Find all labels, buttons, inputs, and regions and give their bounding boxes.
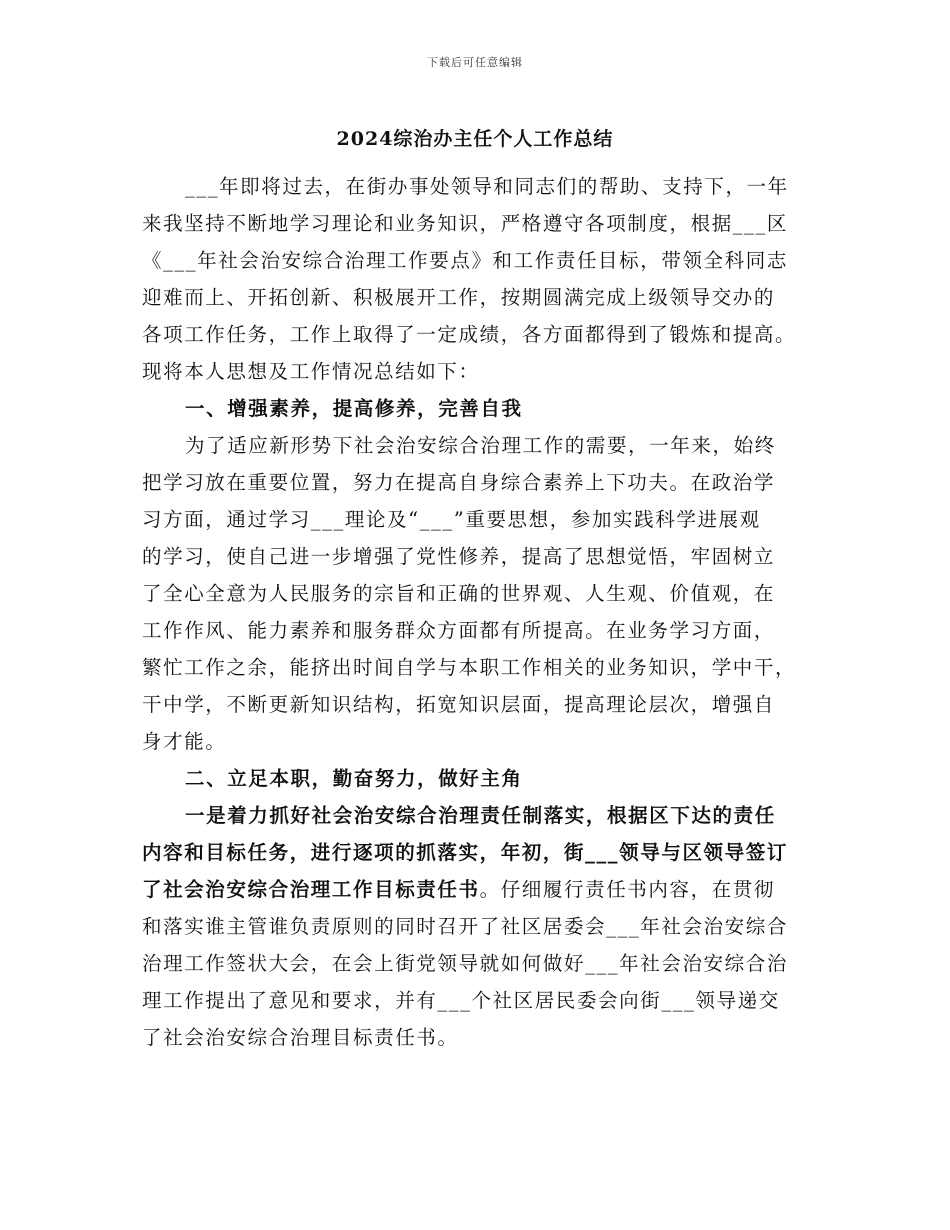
text-line (142, 279, 810, 316)
text-run: ___年即将过去，在街办事处领导和同志们的帮助、支持下，一年 (185, 175, 789, 198)
text-run: 治理工作签状大会，在会上街党领导就如何做好___年社会治安综合治 (142, 952, 788, 975)
text-line (142, 353, 810, 390)
document-body (142, 168, 810, 1056)
text-line (142, 871, 810, 908)
text-line (142, 649, 810, 686)
text-line (142, 612, 810, 649)
text-run: 和落实谁主管谁负责原则的同时召开了社区居委会___年社会治安综合 (142, 915, 788, 938)
text-line (142, 168, 810, 205)
text-run: 的学习，使自己进一步增强了党性修养，提高了思想觉悟，牢固树立 (142, 545, 776, 568)
text-line (142, 242, 810, 279)
text-run: 干中学，不断更新知识结构，拓宽知识层面，提高理论层次，增强自 (142, 693, 776, 716)
text-line (142, 390, 810, 427)
bold-text-run: 了社会治安综合治理工作目标责任书 (142, 878, 480, 901)
text-line (142, 464, 810, 501)
text-run: 繁忙工作之余，能挤出时间自学与本职工作相关的业务知识，学中干， (142, 656, 797, 679)
text-run: 。仔细履行责任书内容，在贯彻 (479, 878, 776, 901)
bold-text-run: 一、增强素养，提高修养，完善自我 (185, 397, 523, 420)
text-line (142, 982, 810, 1019)
text-line (142, 834, 810, 871)
text-line (142, 316, 810, 353)
header-note: 下载后可任意编辑 (427, 56, 523, 69)
text-line (142, 1019, 810, 1056)
text-run: 理工作提出了意见和要求，并有___个社区居民委会向街___领导递交 (142, 989, 780, 1012)
text-line (142, 538, 810, 575)
bold-text-run: 二、立足本职，勤奋努力，做好主角 (185, 767, 523, 790)
text-run: 各项工作任务，工作上取得了一定成绩，各方面都得到了锻炼和提高。 (142, 323, 797, 346)
text-run: 把学习放在重要位置，努力在提高自身综合素养上下功夫。在政治学 (142, 471, 776, 494)
text-line (142, 797, 810, 834)
text-line (142, 427, 810, 464)
text-line (142, 686, 810, 723)
document-title: 2024综治办主任个人工作总结 (336, 128, 614, 150)
text-line (142, 723, 810, 760)
text-line (142, 945, 810, 982)
bold-text-run: 内容和目标任务，进行逐项的抓落实，年初，街___领导与区领导签订 (142, 841, 788, 864)
text-run: 现将本人思想及工作情况总结如下： (142, 360, 480, 383)
text-run: 了全心全意为人民服务的宗旨和正确的世界观、人生观、价值观，在 (142, 582, 776, 605)
text-line (142, 908, 810, 945)
text-line (142, 205, 810, 242)
text-run: 了社会治安综合治理目标责任书。 (142, 1026, 459, 1049)
text-line (142, 760, 810, 797)
text-run: 《___年社会治安综合治理工作要点》和工作责任目标，带领全科同志 (142, 249, 788, 272)
text-run: 工作作风、能力素养和服务群众方面都有所提高。在业务学习方面， (142, 619, 776, 642)
text-run: 为了适应新形势下社会治安综合治理工作的需要，一年来，始终 (185, 434, 776, 457)
text-line (142, 575, 810, 612)
text-run: 习方面，通过学习___理论及“___”重要思想，参加实践科学进展观 (142, 508, 761, 531)
text-run: 迎难而上、开拓创新、积极展开工作，按期圆满完成上级领导交办的 (142, 286, 776, 309)
text-run: 来我坚持不断地学习理论和业务知识，严格遵守各项制度，根据___区 (142, 212, 788, 235)
text-run: 身才能。 (142, 730, 227, 753)
text-line (142, 501, 810, 538)
bold-text-run: 一是着力抓好社会治安综合治理责任制落实，根据区下达的责任 (185, 804, 776, 827)
